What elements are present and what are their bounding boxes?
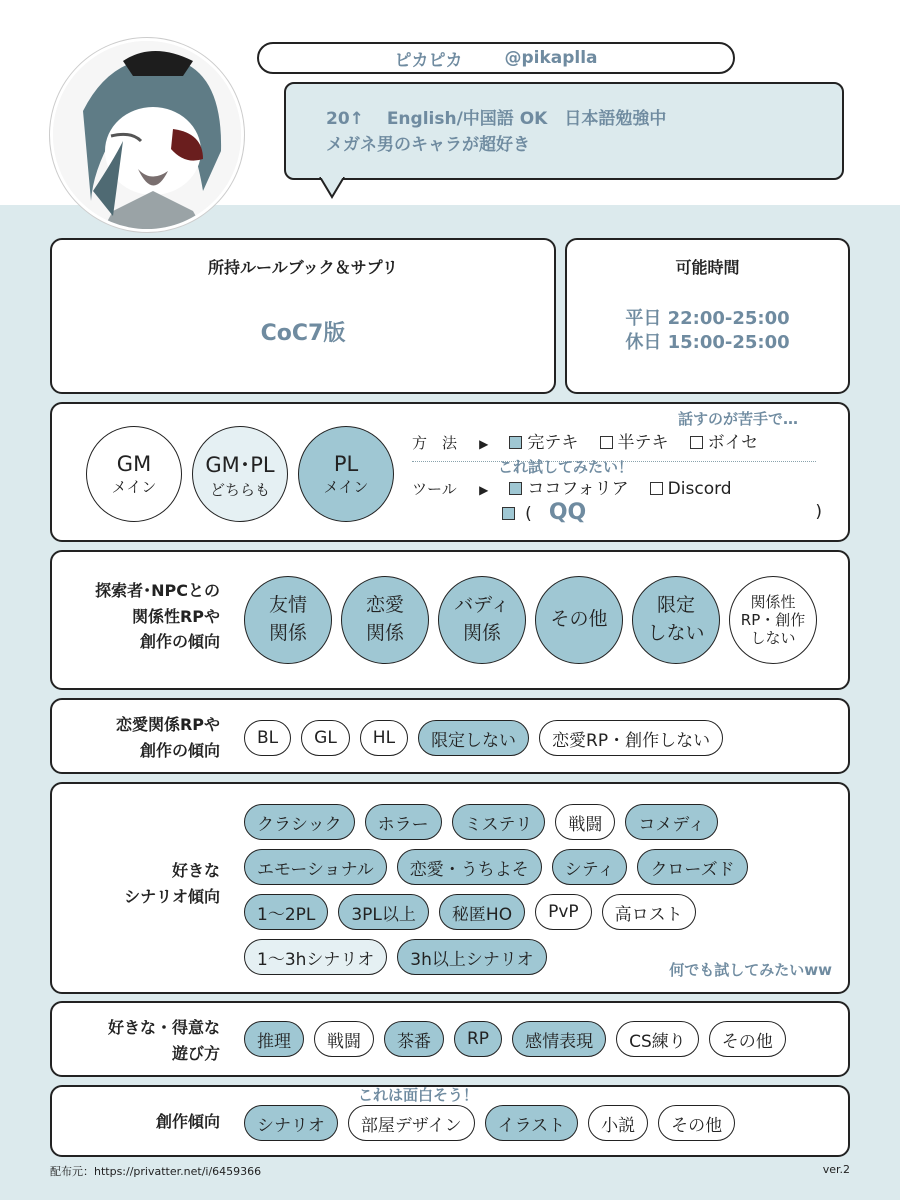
scenario-pill-1-0[interactable]: エモーショナル (244, 849, 387, 885)
method-label: 方 法 (412, 434, 458, 452)
bubble-tail (318, 177, 348, 199)
circle-gm-pl-both-l1: GM･PL (205, 452, 275, 477)
favorite-pill-3[interactable]: RP (454, 1021, 502, 1057)
scenario-box (50, 782, 850, 994)
creation-pills (244, 1105, 735, 1141)
relation-circle-1[interactable]: 恋愛 関係 (341, 576, 429, 664)
circle-gm-main-l1: GM (116, 451, 152, 476)
creation-pill-1[interactable]: 部屋デザイン (348, 1105, 475, 1141)
times-box (565, 238, 850, 394)
favorite-pill-4[interactable]: 感情表現 (512, 1021, 606, 1057)
rulebook-value: CoC7版 (260, 321, 346, 346)
circle-gm-pl-both-l2: どちらも (209, 480, 270, 499)
romance-pill-1[interactable]: GL (301, 720, 350, 756)
tool-option-cocofolia[interactable] (509, 479, 628, 499)
relation-box (50, 550, 850, 690)
tool-cocofolia-label: ココフォリア (527, 479, 629, 499)
circle-gm-pl-both[interactable] (192, 426, 288, 522)
rulebook-box (50, 238, 556, 394)
intro-bubble (284, 82, 844, 180)
rulebook-title: 所持ルールブック＆サプリ (208, 258, 398, 277)
favorite-pill-1[interactable]: 戦闘 (314, 1021, 374, 1057)
romance-label: 恋愛関係RPや 創作の傾向 (115, 715, 220, 760)
creation-pill-2[interactable]: イラスト (485, 1105, 579, 1141)
scenario-pill-3-1[interactable]: 3h以上シナリオ (397, 939, 546, 975)
scenario-row-2 (244, 894, 748, 930)
romance-pill-4[interactable]: 恋愛RP・創作しない (539, 720, 723, 756)
scenario-pill-0-1[interactable]: ホラー (365, 804, 442, 840)
scenario-pill-2-4[interactable]: 高ロスト (602, 894, 696, 930)
method-option-hantext[interactable] (600, 433, 669, 453)
circle-gm-main[interactable] (86, 426, 182, 522)
arrow-icon: ▶ (479, 437, 489, 451)
relation-circle-3[interactable]: その他 (535, 576, 623, 664)
tool-note: これ試してみたい！ (498, 458, 634, 476)
method-hantext-label: 半テキ (617, 433, 669, 453)
favorite-pill-2[interactable]: 茶番 (384, 1021, 444, 1057)
relation-circle-4[interactable]: 限定 しない (632, 576, 720, 664)
relation-circle-5[interactable]: 関係性 RP・創作 しない (729, 576, 817, 664)
play-style-box (50, 402, 850, 542)
tool-other-close: ) (815, 502, 822, 522)
scenario-row-1 (244, 849, 748, 885)
scenario-note: 何でも試してみたいww (669, 961, 832, 979)
circle-pl-main[interactable] (298, 426, 394, 522)
arrow-icon: ▶ (479, 483, 489, 497)
times-title: 可能時間 (675, 258, 740, 277)
romance-box (50, 698, 850, 774)
intro-line-1: 20↑ English/中国語 OK 日本語勉強中 (326, 109, 667, 129)
scenario-rows (244, 804, 748, 984)
name-bar (257, 42, 735, 74)
method-option-kantext[interactable] (509, 433, 578, 453)
romance-pill-0[interactable]: BL (244, 720, 291, 756)
scenario-row-0 (244, 804, 748, 840)
method-kantext-label: 完テキ (527, 433, 579, 453)
circle-pl-main-l1: PL (333, 451, 359, 476)
favorite-label: 好きな・得意な 遊び方 (107, 1018, 220, 1063)
checkbox-hantext[interactable] (600, 436, 613, 449)
avatar (50, 38, 244, 232)
scenario-pill-0-3[interactable]: 戦闘 (555, 804, 615, 840)
tool-label: ツール (412, 480, 457, 498)
romance-pill-2[interactable]: HL (360, 720, 408, 756)
footer-version: ver.2 (822, 1163, 850, 1176)
scenario-pill-1-1[interactable]: 恋愛・うちよそ (397, 849, 542, 885)
relation-label: 探索者･NPCとの 関係性RPや 創作の傾向 (95, 581, 220, 652)
scenario-pill-2-3[interactable]: PvP (535, 894, 592, 930)
method-row (412, 428, 774, 453)
checkbox-cocofolia[interactable] (509, 482, 522, 495)
relation-circle-2[interactable]: バディ 関係 (438, 576, 526, 664)
favorite-pill-6[interactable]: その他 (709, 1021, 786, 1057)
footer-source[interactable]: 配布元：https://privatter.net/i/6459366 (50, 1165, 262, 1178)
avatar-illustration (53, 41, 241, 229)
times-holiday: 休日 15:00-25:00 (625, 332, 790, 353)
scenario-pill-2-2[interactable]: 秘匿HO (439, 894, 525, 930)
tool-other-row (502, 500, 822, 525)
favorite-pill-0[interactable]: 推理 (244, 1021, 304, 1057)
favorite-box (50, 1001, 850, 1077)
scenario-pill-1-3[interactable]: クローズド (637, 849, 747, 885)
checkbox-discord[interactable] (650, 482, 663, 495)
romance-pill-3[interactable]: 限定しない (418, 720, 529, 756)
romance-pills (244, 720, 723, 756)
creation-box (50, 1085, 850, 1157)
scenario-pill-2-1[interactable]: 3PL以上 (338, 894, 429, 930)
scenario-pill-0-4[interactable]: コメディ (625, 804, 718, 840)
scenario-pill-0-0[interactable]: クラシック (244, 804, 355, 840)
checkbox-kantext[interactable] (509, 436, 522, 449)
creation-pill-4[interactable]: その他 (658, 1105, 735, 1141)
scenario-label: 好きな シナリオ傾向 (124, 861, 220, 906)
creation-pill-0[interactable]: シナリオ (244, 1105, 338, 1141)
creation-label: 創作傾向 (155, 1112, 220, 1131)
method-option-voice[interactable] (690, 433, 759, 453)
checkbox-voice[interactable] (690, 436, 703, 449)
scenario-pill-0-2[interactable]: ミステリ (452, 804, 546, 840)
tool-option-discord[interactable] (650, 479, 732, 499)
method-note: 話すのが苦手で… (678, 410, 799, 428)
relation-circle-0[interactable]: 友情 関係 (244, 576, 332, 664)
scenario-pill-2-0[interactable]: 1～2PL (244, 894, 328, 930)
circle-pl-main-l2: メイン (323, 477, 369, 496)
tool-other-open: ( (525, 504, 532, 524)
tool-discord-label: Discord (667, 479, 732, 499)
scenario-pill-3-0[interactable]: 1～3hシナリオ (244, 939, 387, 975)
tool-other-value[interactable]: QQ (548, 500, 587, 525)
favorite-pills (244, 1021, 786, 1057)
times-weekday: 平日 22:00-25:00 (625, 308, 790, 329)
favorite-pill-5[interactable]: CS練り (616, 1021, 699, 1057)
scenario-pill-1-2[interactable]: シティ (552, 849, 628, 885)
method-voice-label: ボイセ (707, 433, 759, 453)
tool-row (412, 474, 748, 499)
checkbox-other-tool[interactable] (502, 507, 515, 520)
creation-note: これは面白そう！ (358, 1086, 479, 1104)
creation-pill-3[interactable]: 小説 (588, 1105, 648, 1141)
circle-gm-main-l2: メイン (111, 477, 157, 496)
profile-name: ピカピカ (394, 50, 463, 71)
profile-handle: @pikaplla (504, 48, 598, 68)
intro-line-2: メガネ男のキャラが超好き (326, 135, 530, 156)
